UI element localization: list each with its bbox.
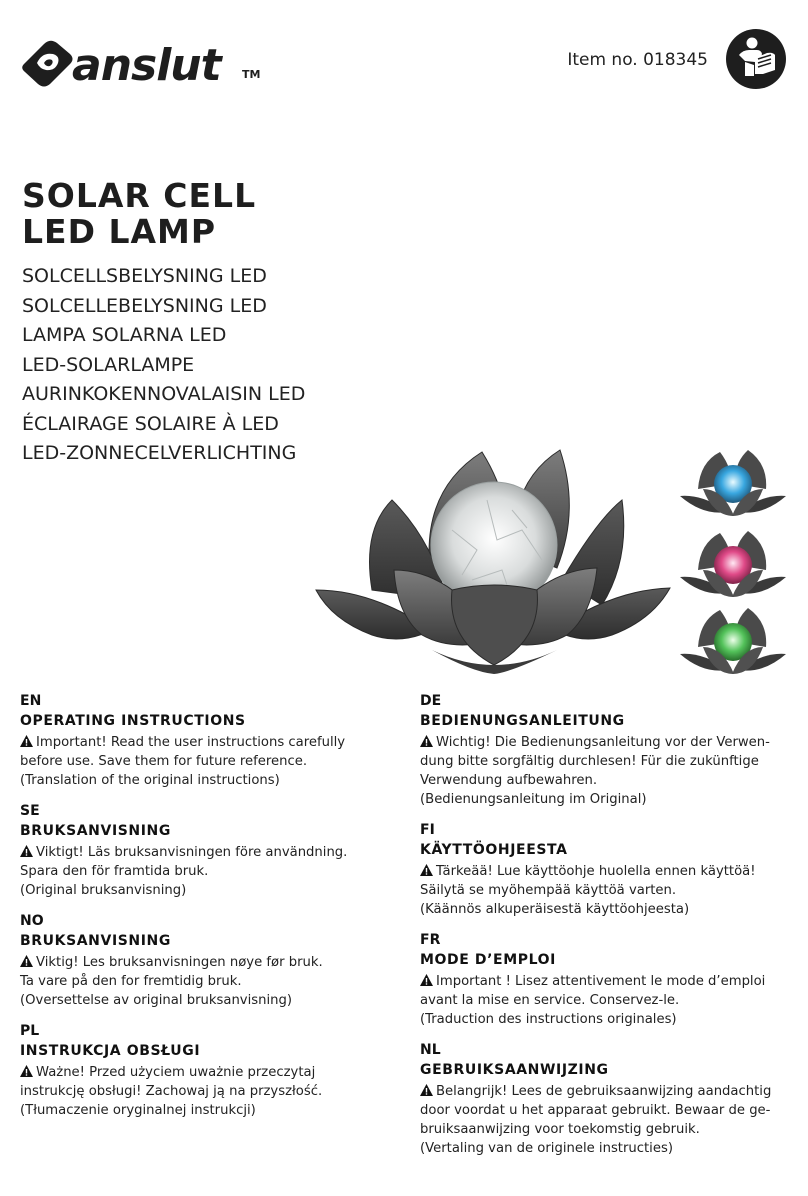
section-body bbox=[20, 953, 390, 1010]
warning-icon bbox=[20, 845, 33, 857]
product-title-line-1: SOLAR CELL bbox=[22, 176, 257, 215]
body-line: Viktig! Les bruksanvisningen nøye før bruk. bbox=[36, 955, 323, 970]
brand-wordmark: anslut bbox=[72, 40, 221, 90]
instructions-left-column bbox=[20, 692, 390, 1132]
body-line: Important ! Lisez attentivement le mode d’emploi bbox=[436, 974, 766, 989]
language-code: NL bbox=[420, 1042, 441, 1058]
body-line: (Vertaling van de originele instructies) bbox=[420, 1141, 673, 1156]
product-name-de: LED-SOLARLAMPE bbox=[22, 353, 195, 376]
trademark-symbol: TM bbox=[242, 68, 261, 81]
language-code: FR bbox=[420, 932, 441, 948]
section-body bbox=[420, 972, 790, 1029]
body-line: (Käännös alkuperäisestä käyttöohjeesta) bbox=[420, 902, 690, 917]
anslut-logo-mark bbox=[22, 41, 72, 87]
section-body bbox=[20, 733, 390, 790]
lotus-lamp-blue-image bbox=[678, 444, 788, 524]
body-line: instrukcję obsługi! Zachowaj ją na przyszłość. bbox=[20, 1084, 323, 1099]
section-de bbox=[420, 692, 790, 809]
body-line: Viktigt! Läs bruksanvisningen före användning. bbox=[36, 845, 348, 860]
body-line: before use. Save them for future reference. bbox=[20, 754, 308, 769]
lotus-lamp-red-image bbox=[678, 525, 788, 605]
product-name-fi: AURINKOKENNOVALAISIN LED bbox=[22, 383, 306, 405]
section-heading: MODE D’EMPLOI bbox=[420, 952, 556, 968]
lotus-lamp-green-image bbox=[678, 602, 788, 682]
body-line: Important! Read the user instructions carefully bbox=[36, 735, 346, 750]
body-line: door voordat u het apparaat gebruikt. Bewaar de ge- bbox=[420, 1103, 771, 1118]
body-line: (Bedienungsanleitung im Original) bbox=[420, 792, 647, 807]
language-code: EN bbox=[20, 693, 42, 709]
product-name-nl: LED-ZONNECELVERLICHTING bbox=[22, 442, 297, 464]
product-title bbox=[22, 178, 256, 250]
section-heading: BRUKSANVISNING bbox=[20, 823, 171, 839]
product-name-se: SOLCELLSBELYSNING LED bbox=[22, 265, 267, 287]
warning-icon bbox=[420, 735, 433, 747]
section-heading: OPERATING INSTRUCTIONS bbox=[20, 713, 246, 729]
body-line: Verwendung aufbewahren. bbox=[420, 773, 598, 788]
section-heading: KÄYTTÖOHJEESTA bbox=[420, 842, 568, 858]
warning-icon bbox=[420, 864, 433, 876]
language-code: FI bbox=[420, 822, 435, 838]
body-line: Ta vare på den for fremtidig bruk. bbox=[20, 974, 242, 989]
body-line: Säilytä se myöhempää käyttöä varten. bbox=[420, 883, 677, 898]
body-line: (Tłumaczenie oryginalnej instrukcji) bbox=[20, 1103, 256, 1118]
section-se bbox=[20, 802, 390, 900]
section-heading: BEDIENUNGSANLEITUNG bbox=[420, 713, 625, 729]
section-nl bbox=[420, 1041, 790, 1158]
body-line: Ważne! Przed użyciem uważnie przeczytaj bbox=[36, 1065, 316, 1080]
warning-icon bbox=[420, 1084, 433, 1096]
item-number: Item no. 018345 bbox=[567, 50, 708, 70]
warning-icon bbox=[20, 1065, 33, 1077]
body-line: Spara den för framtida bruk. bbox=[20, 864, 209, 879]
body-line: (Traduction des instructions originales) bbox=[420, 1012, 677, 1027]
warning-icon bbox=[20, 735, 33, 747]
anslut-logo bbox=[20, 30, 270, 90]
warning-icon bbox=[420, 974, 433, 986]
language-code: PL bbox=[20, 1023, 40, 1039]
section-body bbox=[20, 1063, 390, 1120]
section-heading: GEBRUIKSAANWIJZING bbox=[420, 1062, 609, 1078]
body-line: dung bitte sorgfältig durchlesen! Für die zukünftige bbox=[420, 754, 759, 769]
section-body bbox=[420, 1082, 790, 1158]
section-body bbox=[20, 843, 390, 900]
section-fr bbox=[420, 931, 790, 1029]
language-code: DE bbox=[420, 693, 442, 709]
section-heading: BRUKSANVISNING bbox=[20, 933, 171, 949]
product-title-line-2: LED LAMP bbox=[22, 212, 217, 251]
body-line: (Translation of the original instructions) bbox=[20, 773, 280, 788]
section-heading: INSTRUKCJA OBSŁUGI bbox=[20, 1043, 201, 1059]
body-line: (Oversettelse av original bruksanvisning) bbox=[20, 993, 293, 1008]
section-body bbox=[420, 862, 790, 919]
lotus-lamp-image bbox=[312, 440, 674, 680]
product-name-fr: ÉCLAIRAGE SOLAIRE À LED bbox=[22, 412, 279, 435]
instructions-right-column bbox=[420, 692, 790, 1170]
body-line: bruiksaanwijzing voor toekomstig gebruik. bbox=[420, 1122, 700, 1137]
body-line: (Original bruksanvisning) bbox=[20, 883, 187, 898]
body-line: Belangrijk! Lees de gebruiksaanwijzing aandachtig bbox=[436, 1084, 772, 1099]
section-en bbox=[20, 692, 390, 790]
section-no bbox=[20, 912, 390, 1010]
section-body bbox=[420, 733, 790, 809]
language-code: SE bbox=[20, 803, 40, 819]
body-line: avant la mise en service. Conservez-le. bbox=[420, 993, 680, 1008]
section-pl bbox=[20, 1022, 390, 1120]
section-fi bbox=[420, 821, 790, 919]
body-line: Tärkeää! Lue käyttöohje huolella ennen käyttöä! bbox=[436, 864, 756, 879]
warning-icon bbox=[20, 955, 33, 967]
read-manual-icon bbox=[725, 28, 787, 90]
product-name-pl: LAMPA SOLARNA LED bbox=[22, 324, 227, 346]
language-code: NO bbox=[20, 913, 44, 929]
product-name-no: SOLCELLEBELYSNING LED bbox=[22, 294, 267, 317]
translated-product-names bbox=[22, 262, 305, 469]
body-line: Wichtig! Die Bedienungsanleitung vor der Verwen- bbox=[436, 735, 770, 750]
